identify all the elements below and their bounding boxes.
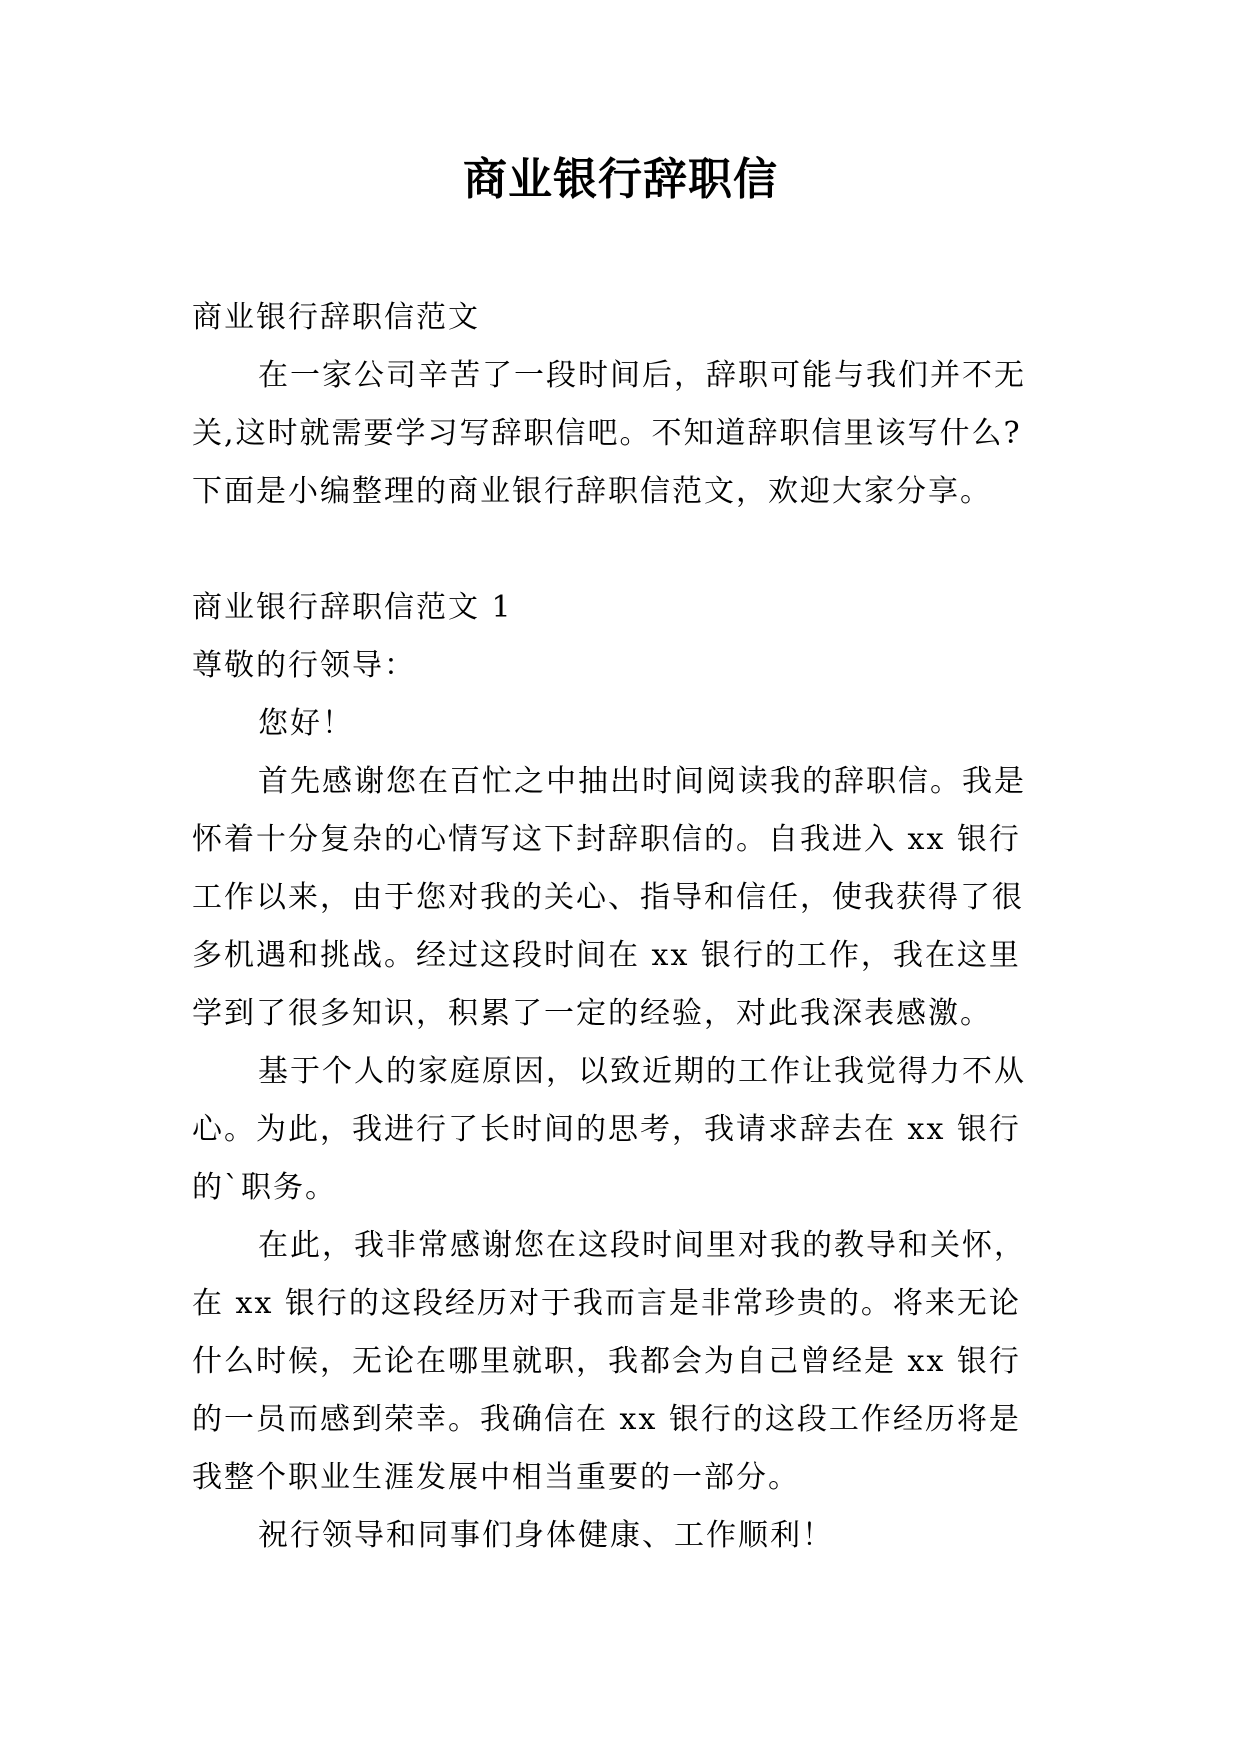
paragraph-3-line-2: 在 xx 银行的这段经历对于我而言是非常珍贵的。将来无论	[192, 1286, 1021, 1321]
paragraph-2-line-2: 心。为此，我进行了长时间的思考，我请求辞去在 xx 银行	[192, 1112, 1021, 1147]
paragraph-1-line-2: 怀着十分复杂的心情写这下封辞职信的。自我进入 xx 银行	[192, 822, 1021, 857]
greeting: 您好！	[258, 706, 354, 741]
paragraph-3-line-4: 的一员而感到荣幸。我确信在 xx 银行的这段工作经历将是	[192, 1402, 1021, 1437]
intro-paragraph-line-1: 在一家公司辛苦了一段时间后，辞职可能与我们并不无	[258, 358, 1026, 393]
document-body	[192, 289, 1054, 1565]
paragraph-2-line-1: 基于个人的家庭原因，以致近期的工作让我觉得力不从	[258, 1054, 1026, 1089]
intro-paragraph-line-2: 关,这时就需要学习写辞职信吧。不知道辞职信里该写什么?	[192, 416, 1022, 451]
paragraph-3-line-5: 我整个职业生涯发展中相当重要的一部分。	[192, 1460, 800, 1495]
section-heading-sample-1: 商业银行辞职信范文 1	[192, 590, 513, 625]
intro-paragraph-line-3: 下面是小编整理的商业银行辞职信范文，欢迎大家分享。	[192, 474, 992, 509]
salutation: 尊敬的行领导：	[192, 648, 416, 683]
paragraph-1-line-1: 首先感谢您在百忙之中抽出时间阅读我的辞职信。我是	[258, 764, 1026, 799]
section-heading-intro: 商业银行辞职信范文	[192, 300, 480, 335]
paragraph-3-line-3: 什么时候，无论在哪里就职，我都会为自己曾经是 xx 银行	[192, 1344, 1021, 1379]
paragraph-2-line-3: 的`职务。	[192, 1170, 337, 1205]
paragraph-1-line-5: 学到了很多知识，积累了一定的经验，对此我深表感激。	[192, 996, 992, 1031]
paragraph-1-line-4: 多机遇和挑战。经过这段时间在 xx 银行的工作，我在这里	[192, 938, 1021, 973]
closing-wishes: 祝行领导和同事们身体健康、工作顺利！	[258, 1518, 834, 1553]
paragraph-3-line-1: 在此，我非常感谢您在这段时间里对我的教导和关怀，	[258, 1228, 1026, 1263]
paragraph-1-line-3: 工作以来，由于您对我的关心、指导和信任，使我获得了很	[192, 880, 1024, 915]
blank-line	[192, 521, 1054, 579]
document-title: 商业银行辞职信	[463, 154, 778, 205]
